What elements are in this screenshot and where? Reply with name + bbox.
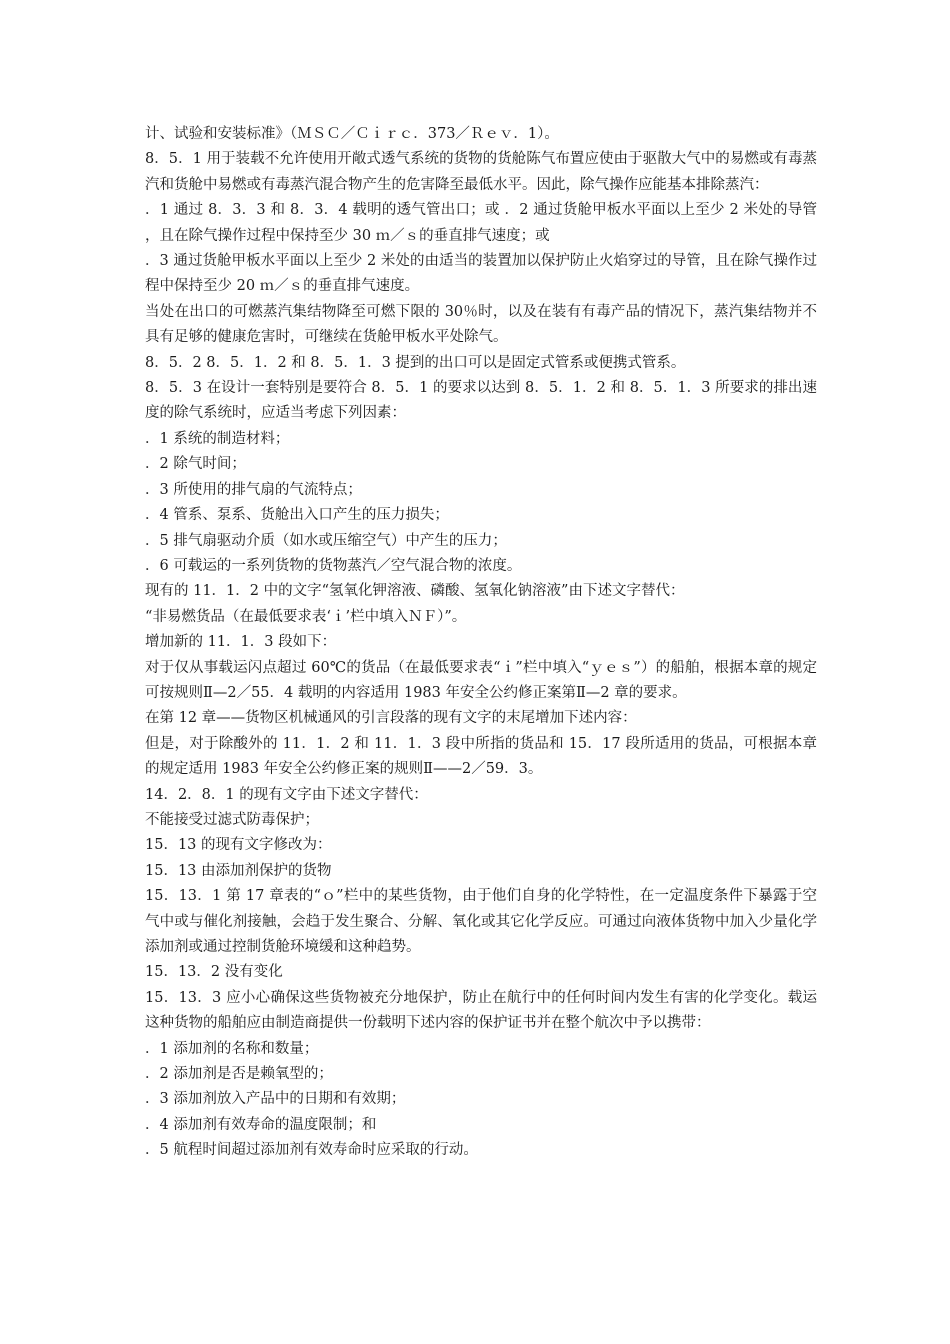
paragraph: 增加新的 11．1．3 段如下： xyxy=(145,634,337,651)
list-item: ．5 排气扇驱动介质（如水或压缩空气）中产生的压力； xyxy=(145,532,507,549)
list-item: ．1 添加剂的名称和数量； xyxy=(145,1040,319,1057)
list-item: ．3 添加剂放入产品中的日期和有效期； xyxy=(145,1091,406,1108)
paragraph: 现有的 11．1．2 中的文字“氢氧化钾溶液、磷酸、氢氧化钠溶液”由下述文字替代： xyxy=(145,583,685,600)
paragraph: ．1 通过 8．3．3 和 8．3．4 载明的透气管出口；或 ．2 通过货舱甲板水平面以上至少 2 米处的导管，且在除气操作过程中保持至少 30 ｍ／ｓ的垂直排气速度；或 xyxy=(145,202,817,244)
list-item: ．6 可载运的一系列货物的货物蒸汽／空气混合物的浓度。 xyxy=(145,557,522,574)
paragraph: 不能接受过滤式防毒保护； xyxy=(145,811,319,828)
paragraph: “非易燃货品（在最低要求表‘ｉ’栏中填入ＮＦ）”。 xyxy=(145,608,467,625)
list-item: ．1 系统的制造材料； xyxy=(145,430,290,447)
list-item: ．4 管系、泵系、货舱出入口产生的压力损失； xyxy=(145,507,449,524)
paragraph: 在第 12 章——货物区机械通风的引言段落的现有文字的末尾增加下述内容： xyxy=(145,710,637,727)
paragraph: 15．13．3 应小心确保这些货物被充分地保护，防止在航行中的任何时间内发生有害的化学变化。载运这种货物的船舶应由制造商提供一份载明下述内容的保护证书并在整个航次中予以携带： xyxy=(145,989,817,1032)
paragraph: 当处在出口的可燃蒸汽集结物降至可燃下限的 30％时，以及在装有有毒产品的情况下，蒸汽集结物并不具有足够的健康危害时，可继续在货舱甲板水平处除气。 xyxy=(145,303,817,346)
paragraph: 8．5．1 用于装载不允许使用开敞式透气系统的货物的货舱陈气布置应使由于驱散大气中的易燃或有毒蒸汽和货舱中易燃或有毒蒸汽混合物产生的危害降至最低水平。因此，除气操作应能基本排除蒸汽： xyxy=(145,151,817,193)
paragraph: ．3 通过货舱甲板水平面以上至少 2 米处的由适当的装置加以保护防止火焰穿过的导管，且在除气操作过程中保持至少 20 ｍ／ｓ的垂直排气速度。 xyxy=(145,253,817,295)
section-heading: 15．13 由添加剂保护的货物 xyxy=(145,862,332,879)
paragraph: 8．5．3 在设计一套特别是要符合 8．5．1 的要求以达到 8．5．1．2 和 8．5．1．3 所要求的排出速度的除气系统时，应适当考虑下列因素： xyxy=(145,380,817,422)
paragraph: 但是，对于除酸外的 11．1．2 和 11．1．3 段中所指的货品和 15．17 段所适用的货品，可根据本章的规定适用 1983 年安全公约修正案的规则Ⅱ——2／59．3。 xyxy=(145,735,817,778)
list-item: ．3 所使用的排气扇的气流特点； xyxy=(145,481,362,498)
list-item: ．2 除气时间； xyxy=(145,456,246,473)
paragraph: 8．5．2 8．5．1．2 和 8．5．1．3 提到的出口可以是固定式管系或便携式管系。 xyxy=(145,354,686,371)
paragraph: 对于仅从事载运闪点超过 60℃的货品（在最低要求表“ｉ”栏中填入“ｙｅｓ”）的船舶，根据本章的规定可按规则Ⅱ—2／55．4 载明的内容适用 1983 年安全公约修正案第Ⅱ—2 章的要求。 xyxy=(145,659,817,701)
paragraph: 15．13．2 没有变化 xyxy=(145,964,283,981)
paragraph: 15．13．1 第 17 章表的“ｏ”栏中的某些货物，由于他们自身的化学特性，在一定温度条件下暴露于空气中或与催化剂接触，会趋于发生聚合、分解、氧化或其它化学反应。可通过向液体货物中加入少量化学添加剂或通过控制货舱环境缓和这种趋势。 xyxy=(145,888,817,955)
list-item: ．4 添加剂有效寿命的温度限制；和 xyxy=(145,1116,377,1133)
paragraph: 15．13 的现有文字修改为： xyxy=(145,837,332,854)
list-item: ．5 航程时间超过添加剂有效寿命时应采取的行动。 xyxy=(145,1142,478,1159)
paragraph: 计、试验和安装标准》（ＭＳＣ／Ｃｉｒｃ．373／Ｒｅｖ．1）。 xyxy=(145,126,559,142)
paragraph: 14．2．8．1 的现有文字由下述文字替代： xyxy=(145,786,428,803)
document-body xyxy=(145,122,817,1164)
list-item: ．2 添加剂是否是赖氧型的； xyxy=(145,1066,333,1083)
